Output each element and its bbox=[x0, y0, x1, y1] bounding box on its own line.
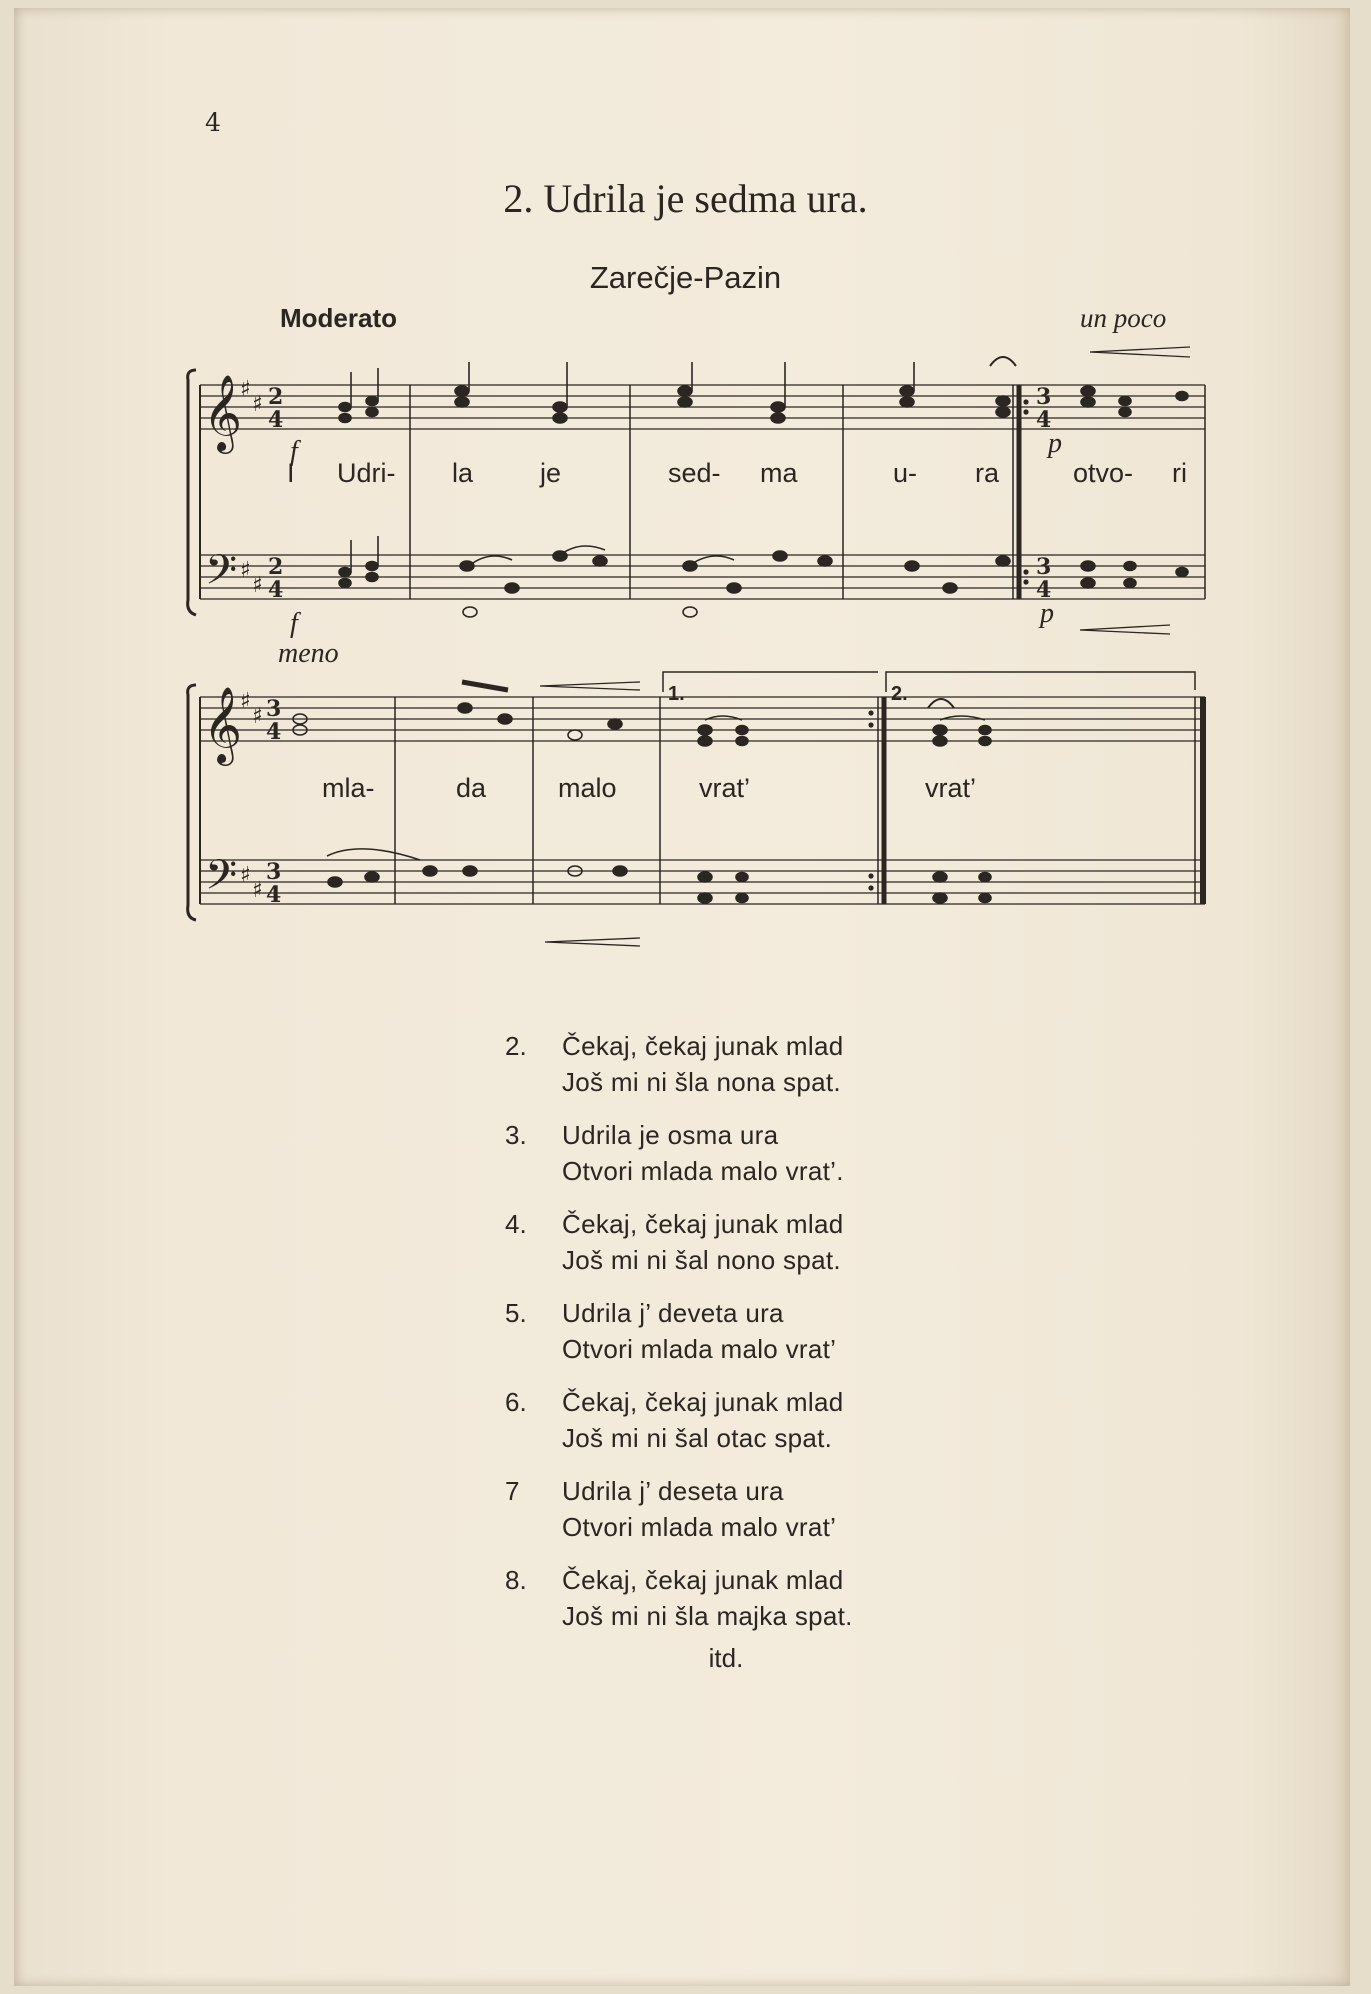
verse-line: Čekaj, čekaj junak mlad bbox=[562, 1209, 844, 1239]
etc-text: itd. bbox=[708, 1643, 744, 1673]
sharp-icon: ♯ bbox=[252, 878, 263, 903]
system1-brace bbox=[188, 370, 196, 615]
lyric-syllable: sed- bbox=[668, 458, 721, 488]
music-score bbox=[0, 0, 1371, 960]
verse-line: Udrila j’ deseta ura bbox=[562, 1476, 784, 1506]
time-sig-top: 2 bbox=[268, 384, 284, 410]
verse-number: 2. bbox=[505, 1031, 527, 1061]
verse-line: Čekaj, čekaj junak mlad bbox=[562, 1031, 844, 1061]
sharp-icon: ♯ bbox=[240, 558, 251, 583]
lyric-syllable: u- bbox=[893, 458, 918, 488]
verse-number: 3. bbox=[505, 1120, 527, 1150]
time-sig-bottom: 4 bbox=[266, 882, 282, 908]
volta-1-bracket bbox=[663, 672, 878, 692]
verse-item bbox=[505, 1473, 853, 1545]
time-sig-bottom: 4 bbox=[1036, 407, 1052, 433]
lyric-syllable: la bbox=[452, 458, 474, 488]
page-number: 4 bbox=[205, 108, 221, 137]
lyric-syllable: Udri- bbox=[337, 458, 396, 488]
bass-clef-icon: 𝄢 bbox=[205, 851, 238, 909]
verse-line: Otvori mlada malo vrat’ bbox=[562, 1512, 837, 1542]
verse-line: Još mi ni šla majka spat. bbox=[562, 1601, 853, 1631]
system1-treble-notes bbox=[339, 362, 1188, 423]
lyric-syllable: vrat’ bbox=[699, 773, 751, 803]
lyric-syllable: I bbox=[287, 458, 295, 488]
song-origin: Zarečje-Pazin bbox=[589, 260, 782, 295]
song-title: 2. Udrila je sedma ura. bbox=[503, 176, 868, 221]
system2-brace bbox=[188, 685, 196, 920]
verse-line: Čekaj, čekaj junak mlad bbox=[562, 1565, 844, 1595]
lyric-syllable: otvo- bbox=[1073, 458, 1134, 488]
dynamic-piano: p bbox=[1040, 598, 1054, 629]
sharp-icon: ♯ bbox=[252, 573, 263, 598]
treble-clef-icon: 𝄞 bbox=[203, 374, 243, 451]
lyric-syllable: malo bbox=[558, 773, 617, 803]
treble-clef-icon: 𝄞 bbox=[203, 686, 243, 763]
dynamic-forte: f bbox=[290, 608, 298, 639]
sharp-icon: ♯ bbox=[252, 704, 263, 729]
time-sig-bottom: 4 bbox=[268, 407, 284, 433]
time-sig-top: 3 bbox=[1036, 384, 1052, 410]
sharp-icon: ♯ bbox=[240, 863, 251, 888]
verse-number: 6. bbox=[505, 1387, 527, 1417]
lyric-syllable: vrat’ bbox=[925, 773, 977, 803]
verse-item bbox=[505, 1562, 853, 1634]
time-sig-top: 3 bbox=[1036, 554, 1052, 580]
dynamic-meno: meno bbox=[278, 638, 339, 669]
lyric-syllable: mla- bbox=[322, 773, 375, 803]
verse-list bbox=[505, 1028, 853, 1651]
fermata-icon bbox=[928, 699, 954, 708]
direction-un-poco: un poco bbox=[1080, 303, 1167, 333]
verse-line: Udrila j’ deveta ura bbox=[562, 1298, 784, 1328]
verse-number: 4. bbox=[505, 1209, 527, 1239]
sharp-icon: ♯ bbox=[240, 689, 251, 714]
sharp-icon: ♯ bbox=[240, 377, 251, 402]
volta-2-bracket bbox=[886, 672, 1195, 692]
verse-item bbox=[505, 1117, 853, 1189]
time-sig-top: 3 bbox=[266, 696, 282, 722]
bass-clef-icon: 𝄢 bbox=[205, 546, 238, 604]
lyric-syllable: ma bbox=[760, 458, 798, 488]
verse-line: Još mi ni šal nono spat. bbox=[562, 1245, 841, 1275]
volta-1-label: 1. bbox=[668, 683, 685, 705]
time-sig-bottom: 4 bbox=[1036, 577, 1052, 603]
dynamic-forte: f bbox=[290, 436, 298, 467]
time-sig-bottom: 4 bbox=[266, 719, 282, 745]
verse-line: Udrila je osma ura bbox=[562, 1120, 779, 1150]
verse-item bbox=[505, 1384, 853, 1456]
lyric-syllable: ri bbox=[1172, 458, 1187, 488]
verse-item bbox=[505, 1206, 853, 1278]
time-sig-top: 2 bbox=[268, 554, 284, 580]
tempo-marking: Moderato bbox=[280, 303, 397, 333]
time-sig-top: 3 bbox=[266, 859, 282, 885]
lyric-syllable: je bbox=[540, 458, 562, 488]
verse-line: Čekaj, čekaj junak mlad bbox=[562, 1387, 844, 1417]
verse-item bbox=[505, 1028, 853, 1100]
verse-line: Još mi ni šla nona spat. bbox=[562, 1067, 841, 1097]
verse-number: 8. bbox=[505, 1565, 527, 1595]
verse-line: Još mi ni šal otac spat. bbox=[562, 1423, 833, 1453]
system2-barlines bbox=[395, 697, 1203, 904]
sharp-icon: ♯ bbox=[252, 392, 263, 417]
verse-line: Otvori mlada malo vrat’. bbox=[562, 1156, 844, 1186]
dynamic-piano: p bbox=[1048, 428, 1062, 459]
verse-number: 5. bbox=[505, 1298, 527, 1328]
fermata-icon bbox=[990, 357, 1016, 366]
verse-item bbox=[505, 1295, 853, 1367]
verse-line: Otvori mlada malo vrat’ bbox=[562, 1334, 837, 1364]
time-sig-bottom: 4 bbox=[268, 577, 284, 603]
lyric-syllable: ra bbox=[975, 458, 1000, 488]
verse-number: 7 bbox=[505, 1476, 520, 1506]
lyric-syllable: da bbox=[456, 773, 487, 803]
volta-2-label: 2. bbox=[891, 683, 908, 705]
